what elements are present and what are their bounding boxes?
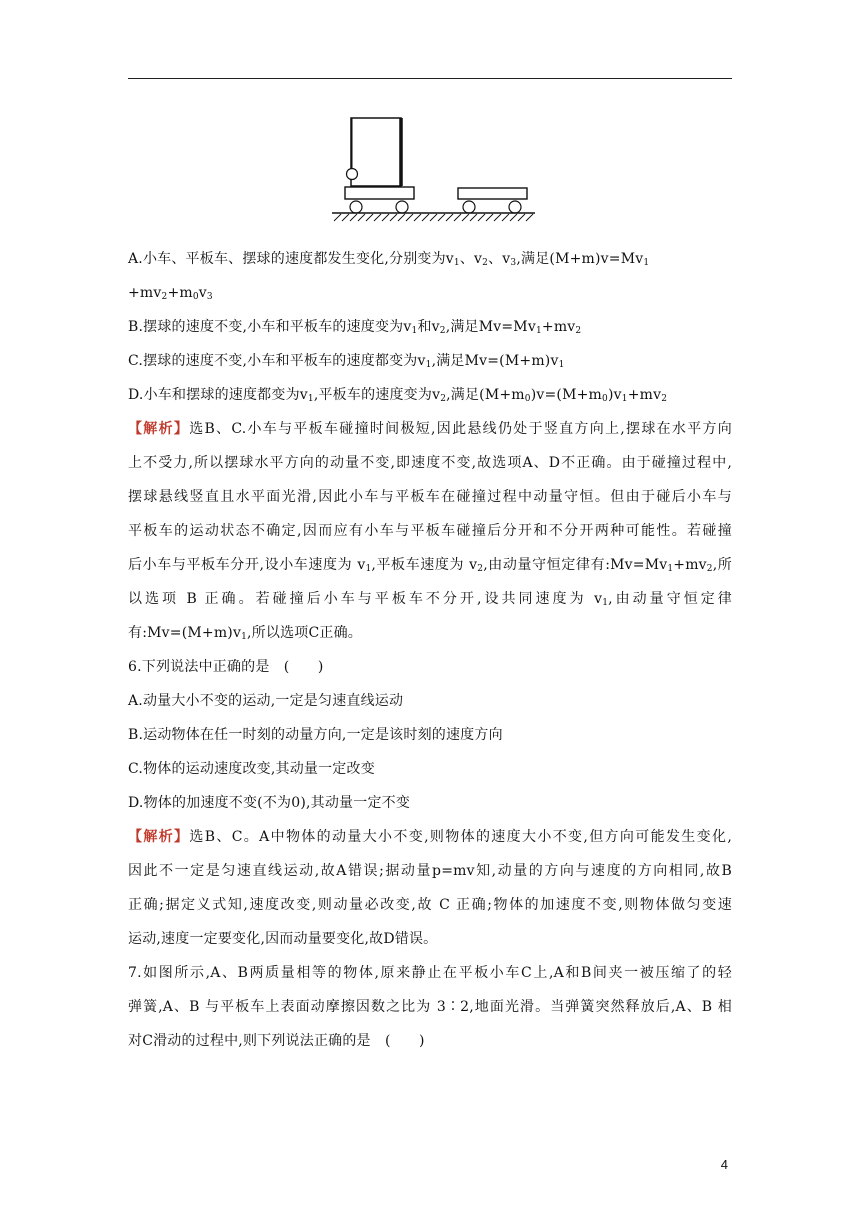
q5-explanation-line3: 摆球悬线竖直且水平面光滑,因此小车与平板车在碰撞过程中动量守恒。但由于碰后小车与 (128, 489, 732, 505)
pendulum-frame (351, 118, 401, 186)
explanation-tag: 【解析】 (128, 829, 190, 845)
q5-explanation-line4: 平板车的运动状态不确定,因而应有小车与平板车碰撞后分开和不分开两种可能性。若碰撞 (128, 523, 732, 539)
flatcar-wheel-right (509, 201, 521, 213)
q7-stem-line1: 7.如图所示,A、B两质量相等的物体,原来静止在平板小车C上,A和B间夹一被压缩了的轻 (128, 965, 732, 981)
q5-explanation-line7: 有$:Mv=(M+m)v_1$,所以选项C正确。 (128, 625, 362, 642)
page-number: 4 (720, 1157, 728, 1172)
q6-explanation-line1: 【解析】选B、C。A中物体的动量大小不变,则物体的速度大小不变,但方向可能发生变化, (128, 829, 732, 845)
flatcar-wheel-left (463, 201, 475, 213)
q5-explanation-line6: 以选项 B 正确。若碰撞后小车与平板车不分开,设共同速度为 $v_1$,由动量守恒定律 (128, 591, 732, 608)
ground-hatch (334, 214, 533, 221)
q6-explanation-line3: 正确;据定义式知,速度改变,则动量必改变,故 C 正确;物体的加速度不变,则物体做匀变速 (128, 897, 732, 913)
q5-option-b: B.摆球的速度不变,小车和平板车的速度变为$v_1$和$v_2$,满足$Mv=Mv_1+mv_2$ (128, 319, 582, 336)
pendulum-ball (347, 169, 358, 180)
q7-stem-line2: 弹簧,A、B 与平板车上表面动摩擦因数之比为 3∶2,地面光滑。当弹簧突然释放后,A、B 相 (128, 999, 732, 1015)
q5-option-a-line2: $+mv_2+m_0v_3$ (128, 285, 213, 302)
q5-option-d: D.小车和摆球的速度都变为$v_1$,平板车的速度变为$v_2$,满足$(M+m_0)v=(M+m_0)v_1+mv_2$ (128, 387, 668, 404)
q5-option-c: C.摆球的速度不变,小车和平板车的速度都变为$v_1$,满足$Mv=(M+m)v_1$ (128, 353, 565, 370)
q5-option-a-line1: A.小车、平板车、摆球的速度都发生变化,分别变为$v_1$、$v_2$、$v_3$,满足$(M+m)v=Mv_1$ (128, 251, 650, 268)
header-rule (128, 78, 732, 79)
cart-wheel-left (350, 201, 362, 213)
q6-option-b: B.运动物体在任一时刻的动量方向,一定是该时刻的速度方向 (128, 727, 503, 743)
cart-body (345, 187, 414, 199)
q6-option-d: D.物体的加速度不变(不为0),其动量一定不变 (128, 795, 411, 811)
cart-wheel-right (396, 201, 408, 213)
q6-option-c: C.物体的运动速度改变,其动量一定改变 (128, 761, 375, 777)
q6-stem: 6.下列说法中正确的是 ( ) (128, 659, 324, 675)
q7-stem-line3: 对C滑动的过程中,则下列说法正确的是 ( ) (128, 1033, 425, 1049)
q6-explanation-line2: 因此不一定是匀速直线运动,故A错误;据动量p=mv知,动量的方向与速度的方向相同,故B (128, 863, 732, 879)
q6-option-a: A.动量大小不变的运动,一定是匀速直线运动 (128, 693, 404, 709)
q5-explanation-line1: 【解析】选B、C.小车与平板车碰撞时间极短,因此悬线仍处于竖直方向上,摆球在水平方向 (128, 421, 732, 437)
cart-pendulum-figure (330, 110, 540, 228)
flatcar-body (458, 188, 527, 199)
explanation-tag: 【解析】 (128, 421, 190, 437)
q5-explanation-line5: 后小车与平板车分开,设小车速度为 $v_1$,平板车速度为 $v_2$,由动量守恒定律有$:Mv=Mv_1+mv_2$,所 (128, 557, 732, 574)
q6-explanation-line4: 运动,速度一定要变化,因而动量要变化,故D错误。 (128, 931, 438, 947)
q5-explanation-line2: 上不受力,所以摆球水平方向的动量不变,即速度不变,故选项A、D不正确。由于碰撞过程中, (128, 455, 732, 471)
